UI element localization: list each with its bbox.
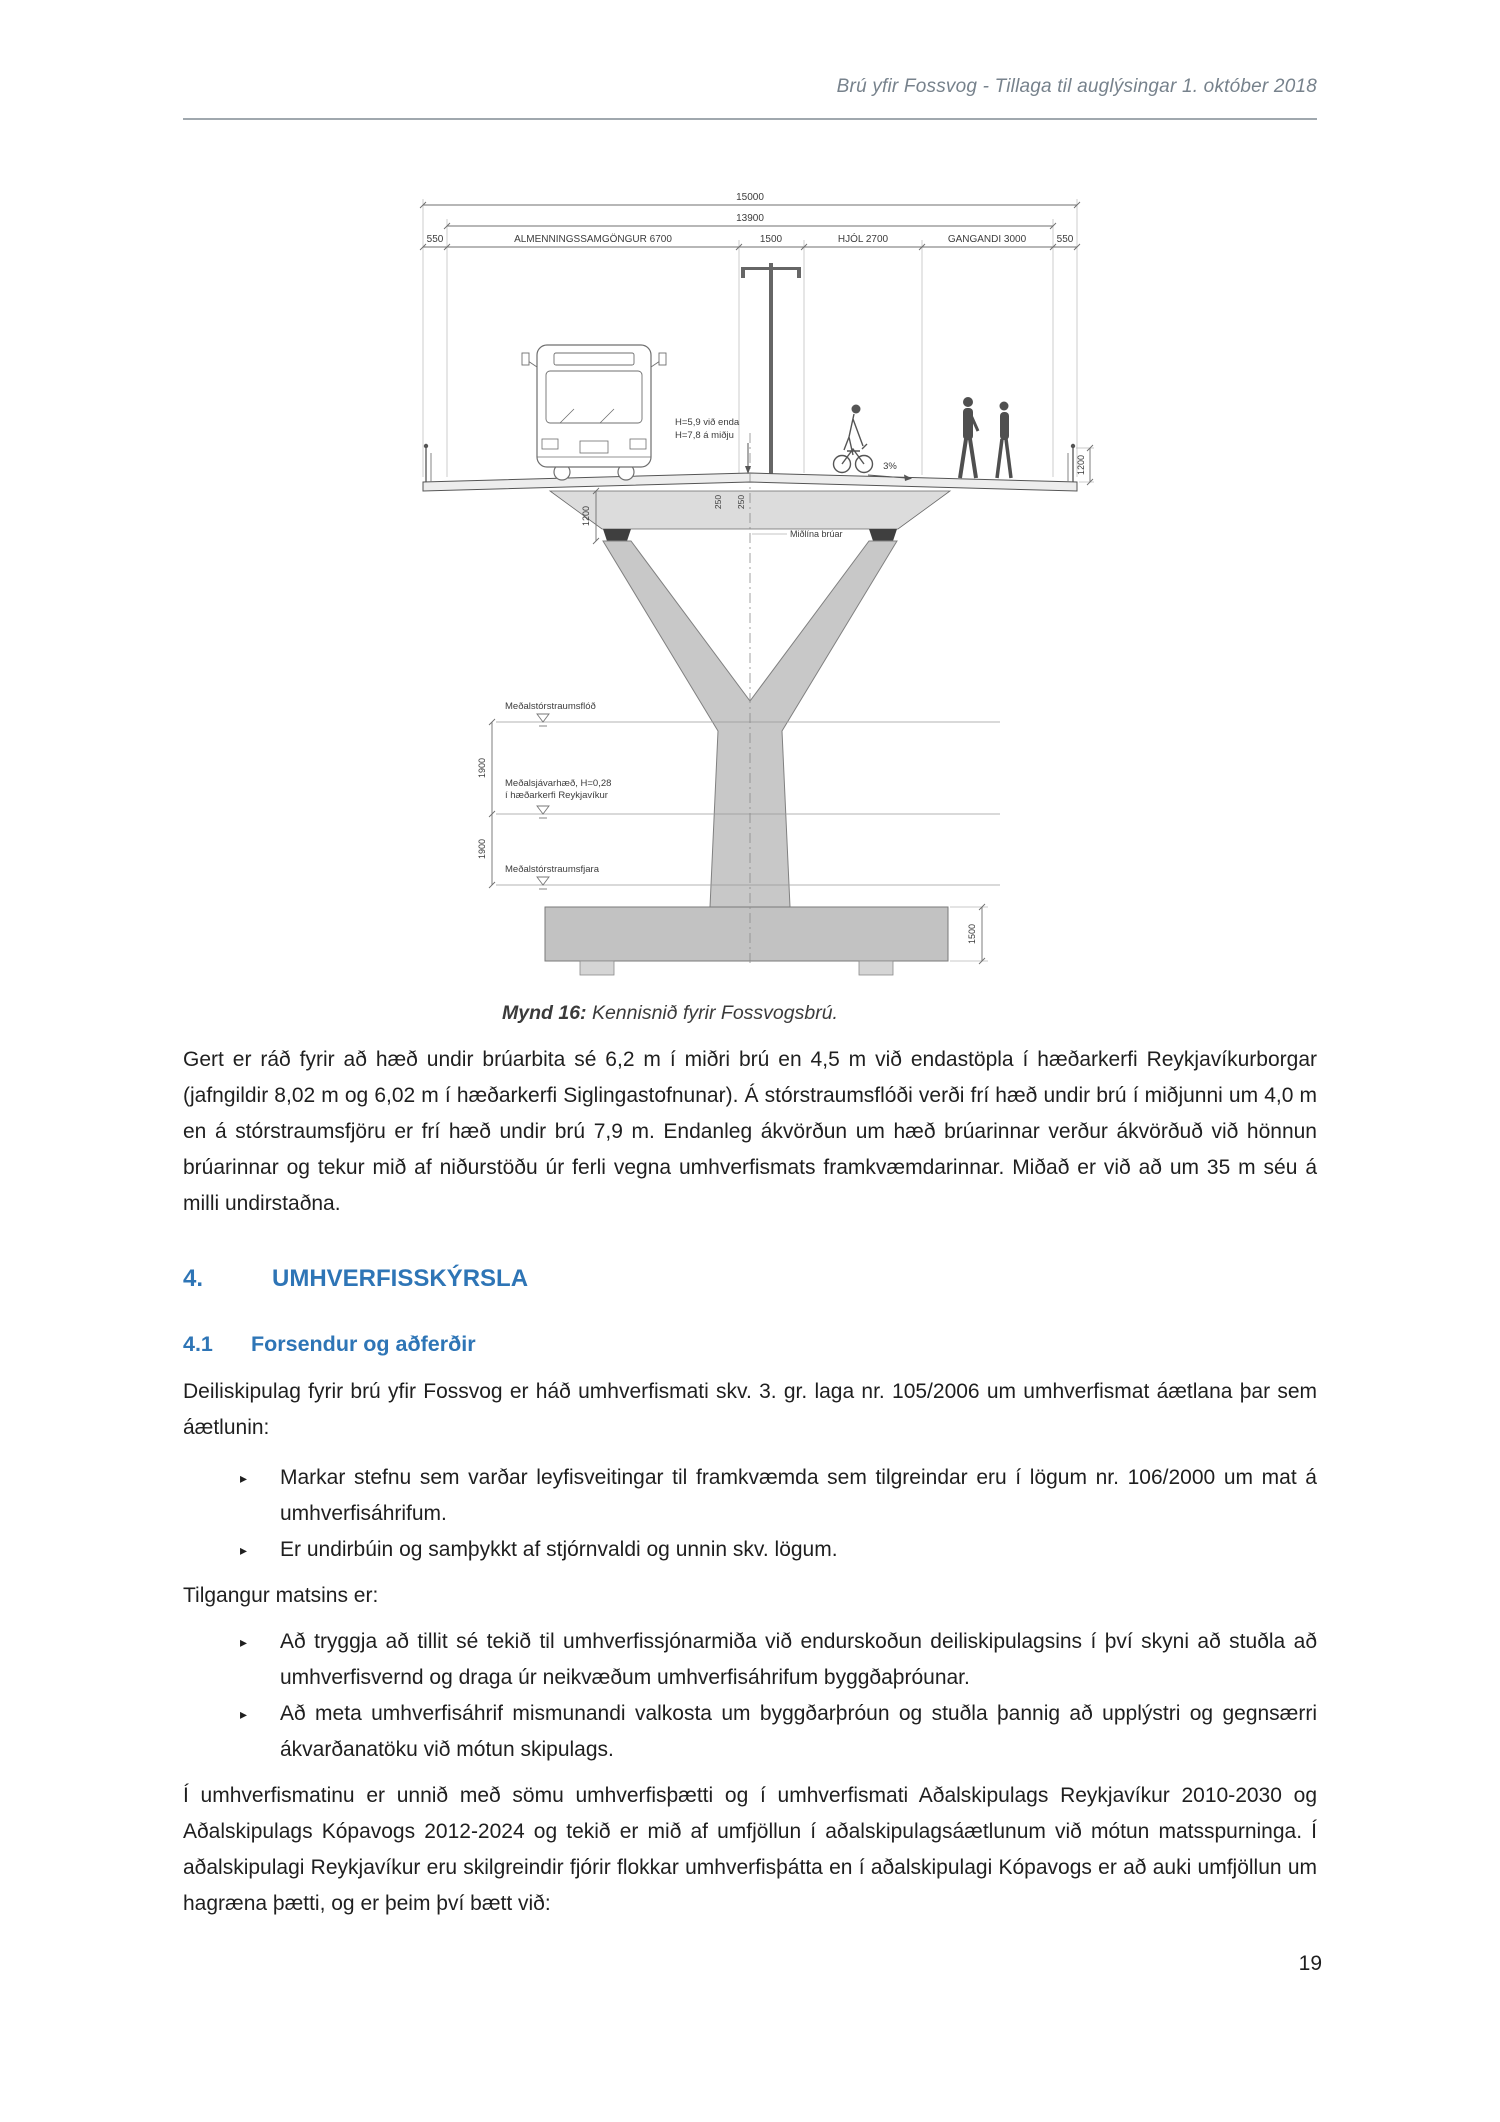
bullet-icon: ▸	[240, 1542, 248, 1558]
bullet-text: Að meta umhverfisáhrif mismunandi valkosta um byggðarþróun og stuðla þannig að upplýstri og gegnsærri ákvarðanatöku við mótun skipulags.	[280, 1702, 1317, 1761]
label-clearance-2: H=7,8 á miðju	[675, 430, 734, 441]
light-pole-drawing	[741, 263, 801, 475]
bullet-text: Er undirbúin og samþykkt af stjórnvaldi og unnin skv. lögum.	[280, 1538, 838, 1561]
document-content	[183, 1042, 1317, 1922]
figure-caption-text: Kennisnið fyrir Fossvogsbrú.	[586, 1002, 838, 1024]
dim-total: 15000	[736, 192, 764, 203]
dim-railing-1200: 1200	[1076, 454, 1086, 476]
dim-250-a: 250	[713, 494, 723, 510]
bridge-cross-section-figure	[300, 185, 1300, 990]
dim-250-b: 250	[736, 494, 746, 510]
label-clearance-1: H=5,9 við enda	[675, 417, 740, 428]
figure-caption	[183, 1002, 1317, 1025]
dim-1900-lower: 1900	[477, 838, 487, 860]
dim-girder-1200: 1200	[581, 505, 591, 527]
label-mean-sea-2: í hæðarkerfi Reykjavíkur	[505, 790, 608, 801]
page-number: 19	[1298, 1952, 1322, 1975]
section-title: UMHVERFISSKÝRSLA	[272, 1265, 529, 1292]
subsection-title: Forsendur og aðferðir	[251, 1332, 476, 1356]
section-heading-4	[183, 1264, 1317, 1294]
body-paragraph-3: Tilgangur matsins er:	[183, 1584, 379, 1607]
bullet-icon: ▸	[240, 1634, 248, 1650]
dim-foundation-1500: 1500	[967, 923, 977, 945]
dim-550-left: 550	[426, 234, 444, 245]
pedestrians-drawing	[960, 397, 1011, 478]
list-item	[183, 1460, 1317, 1532]
label-mean-sea-1: Meðalsjávarhæð, H=0,28	[505, 778, 612, 789]
dim-transit: ALMENNINGSSAMGÖNGUR 6700	[514, 234, 672, 245]
bullet-list-1	[183, 1460, 1317, 1568]
list-item	[183, 1532, 1317, 1568]
dim-550-right: 550	[1056, 234, 1074, 245]
section-heading-4-1	[183, 1330, 1317, 1358]
body-paragraph-2: Deiliskipulag fyrir brú yfir Fossvog er háð umhverfismati skv. 3. gr. laga nr. 105/2006 um umhverfismat áætlana þar sem áætlunin:	[183, 1380, 1317, 1439]
list-item	[183, 1696, 1317, 1768]
bullet-text: Markar stefnu sem varðar leyfisveitingar til framkvæmda sem tilgreindar eru í lögum nr. 106/2000 um mat á umhverfisáhrifum.	[280, 1466, 1317, 1525]
page-header-title: Brú yfir Fossvog - Tillaga til auglýsingar 1. október 2018	[836, 76, 1317, 97]
label-slope: 3%	[883, 461, 897, 472]
foundation-drawing	[545, 907, 948, 975]
dim-bike: HJÓL 2700	[837, 234, 889, 245]
dim-1500: 1500	[759, 234, 783, 245]
body-paragraph-4: Í umhverfismatinu er unnið með sömu umhverfisþætti og í umhverfismati Aðalskipulags Reykjavíkur 2010-2030 og Aðalskipulags Kópavogs 2012-2024 og tekið er mið af umfjöllun í aðalskipulagsáætlunum við mótun matsspurninga. Í aðalskipulagi Reykjavíkur eru skilgreindir fjórir flokkar umhverfisþátta en í aðalskipulagi Kópavogs er að auki umfjöllun um hagræna þætti, og er þeim því bætt við:	[183, 1784, 1317, 1915]
subsection-number: 4.1	[183, 1332, 213, 1356]
dim-walk: GANGANDI 3000	[947, 234, 1027, 245]
bus-drawing	[522, 345, 666, 480]
dim-1900-upper: 1900	[477, 757, 487, 779]
bridge-cross-section-svg	[300, 185, 1300, 990]
bullet-icon: ▸	[240, 1706, 248, 1722]
bullet-list-2	[183, 1624, 1317, 1768]
deck-annotations	[675, 417, 912, 481]
label-high-tide: Meðalstórstraumsflóð	[505, 701, 596, 712]
body-paragraph-1: Gert er ráð fyrir að hæð undir brúarbita sé 6,2 m í miðri brú en 4,5 m við endastöpla í hæðarkerfi Reykjavíkurborgar (jafngildir 8,02 m og 6,02 m í hæðarkerfi Siglingastofnunar). Á stórstraumsflóði verði frí hæð undir brú í miðjunni um 4,0 m en á stórstraumsfjöru er frí hæð undir brú 7,9 m. Endanleg ákvörðun um hæð brúarinnar verður ákvörðuð við hönnun brúarinnar og tekur mið af niðurstöðu úr ferli vegna umhverfismats framkvæmdarinnar. Miðað er við að um 35 m séu á milli undirstaðna.	[183, 1048, 1317, 1215]
bullet-text: Að tryggja að tillit sé tekið til umhverfissjónarmiða við endurskoðun deiliskipulagsins í því skyni að stuðla að umhverfisvernd og draga úr neikvæðum umhverfisáhrifum byggðaþróunar.	[280, 1630, 1317, 1689]
dim-inner: 13900	[736, 213, 764, 224]
section-number: 4.	[183, 1265, 204, 1292]
header-divider	[183, 118, 1317, 120]
bullet-icon: ▸	[240, 1470, 248, 1486]
cyclist-drawing	[834, 405, 873, 473]
label-low-tide: Meðalstórstraumsfjara	[505, 864, 599, 875]
dimension-labels-top	[427, 192, 1074, 245]
label-centerline: Miðlína brúar	[790, 529, 843, 539]
list-item	[183, 1624, 1317, 1696]
figure-caption-label: Mynd 16:	[502, 1002, 587, 1024]
